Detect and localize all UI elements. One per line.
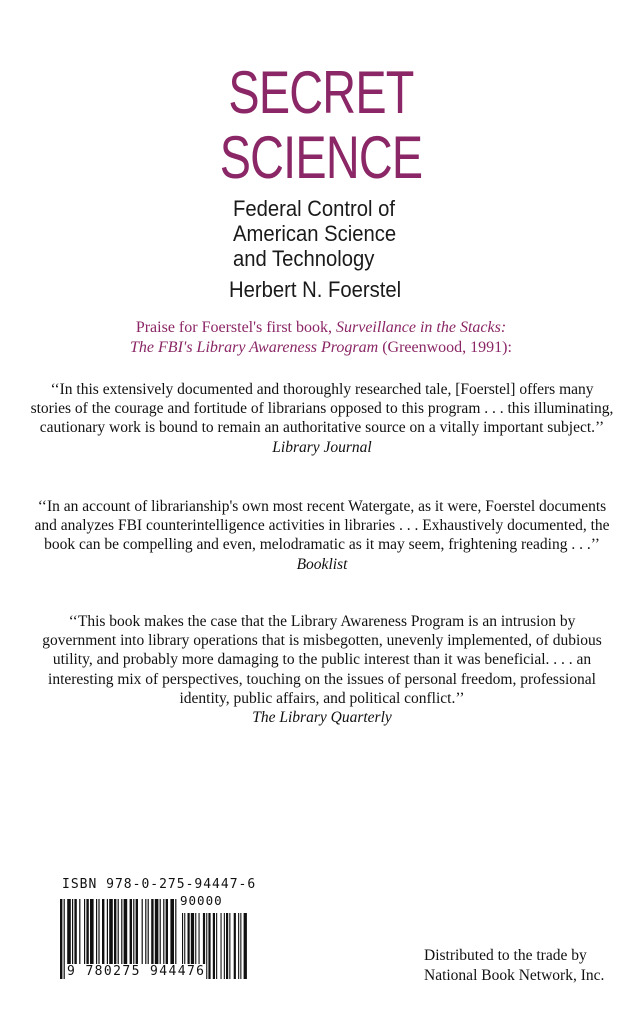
praise-intro: Praise for Foerstel's first book, xyxy=(135,319,332,336)
quote-source: Library Journal xyxy=(272,438,372,456)
praise-publisher-note: (Greenwood, 1991): xyxy=(382,339,512,356)
barcode-addon-bar xyxy=(213,913,215,979)
barcode-bar xyxy=(136,899,138,967)
barcode-bar xyxy=(98,899,99,967)
barcode-bar xyxy=(109,899,113,967)
distributor-line-1: Distributed to the trade by xyxy=(424,947,587,964)
barcode-addon-bar xyxy=(240,913,241,979)
distributor-line-2: National Book Network, Inc. xyxy=(424,967,605,984)
barcode-bar xyxy=(114,899,116,967)
barcode-addon-bar xyxy=(216,913,217,979)
barcode-bar xyxy=(155,899,159,967)
distributor-note xyxy=(424,946,604,986)
praised-book-title-part-2: The FBI's Library Awareness Program xyxy=(130,339,379,356)
barcode-addon-bar xyxy=(221,913,222,979)
barcode-bar xyxy=(124,899,128,967)
barcode-bar xyxy=(130,899,132,967)
barcode-bar xyxy=(90,899,94,967)
barcode-bar xyxy=(160,899,161,967)
barcode-addon-bar xyxy=(238,913,239,979)
barcode-bar xyxy=(145,899,146,967)
barcode-addon-bar xyxy=(208,913,210,979)
praise-heading xyxy=(0,318,642,358)
subtitle-line: and Technology xyxy=(233,246,375,271)
book-title-line-2: SCIENCE xyxy=(219,124,423,191)
barcode-bar xyxy=(142,899,143,967)
barcode-bar xyxy=(64,899,65,979)
barcode-bar xyxy=(96,899,97,967)
quote-text: ‘‘In this extensively documented and thoroughly researched tale, [Foerstel] offers many stories of the courage and fortitude of librarians opposed to this program . . . this illuminating, cautionary work is bound to remain an authoritative source on a vitally important subject.’’ xyxy=(30,381,614,437)
barcode-bar xyxy=(67,899,71,967)
barcode-addon-bar xyxy=(229,913,230,979)
barcode-bar xyxy=(166,899,168,967)
barcode-addon-bar xyxy=(224,913,225,979)
quote-text: ‘‘This book makes the case that the Library Awareness Program is an intrusion by government into library operations that is misbegotten, unevenly implemented, of dubious utility, and probably more damaging to the public interest than it was beneficial. . . . an interesting mix of perspectives, touching on the issues of personal freedom, professional identity, public affairs, and political conflict.’’ xyxy=(42,613,602,707)
barcode-bar xyxy=(133,899,134,967)
barcode-bar xyxy=(102,899,104,967)
quote-source: Booklist xyxy=(296,555,348,573)
review-quote xyxy=(30,380,614,457)
barcode-bar xyxy=(72,899,73,967)
subtitle-line: American Science xyxy=(233,221,397,246)
isbn-label: ISBN 978-0-275-94447-6 xyxy=(62,877,257,892)
barcode-bar xyxy=(86,899,88,967)
book-title-line-1: SECRET xyxy=(228,59,414,126)
quote-source: The Library Quarterly xyxy=(252,709,392,727)
barcode-addon-bar xyxy=(226,913,228,979)
barcode-bar xyxy=(74,899,76,967)
author-name: Herbert N. Foerstel xyxy=(229,277,402,302)
barcode-bar xyxy=(170,899,174,967)
barcode-bar xyxy=(148,899,149,967)
barcode-addon-bar xyxy=(234,913,236,979)
barcode-bar xyxy=(84,899,85,967)
book-subtitle xyxy=(233,196,396,271)
barcode-bar xyxy=(151,899,153,967)
review-quote xyxy=(30,612,614,727)
review-quote xyxy=(30,497,614,574)
quote-text: ‘‘In an account of librarianship's own most recent Watergate, as it were, Foerstel documents and analyzes FBI counterintelligence activities in libraries . . . Exhaustively documented, the book can be compelling and even, melodramatic as it may seem, frightening reading . . .’’ xyxy=(34,498,610,554)
barcode-bar xyxy=(163,899,164,967)
barcode-bar xyxy=(60,899,62,979)
barcode-price-code: 90000 xyxy=(180,893,223,908)
barcode-bar xyxy=(121,899,122,967)
barcode-bar xyxy=(107,899,108,967)
barcode-addon-bar xyxy=(244,913,247,979)
praised-book-title-part-1: Surveillance in the Stacks: xyxy=(336,319,507,336)
barcode-digits: 9 780275 944476 xyxy=(67,964,206,979)
barcode-bar xyxy=(79,899,80,967)
subtitle-line: Federal Control of xyxy=(233,196,396,221)
